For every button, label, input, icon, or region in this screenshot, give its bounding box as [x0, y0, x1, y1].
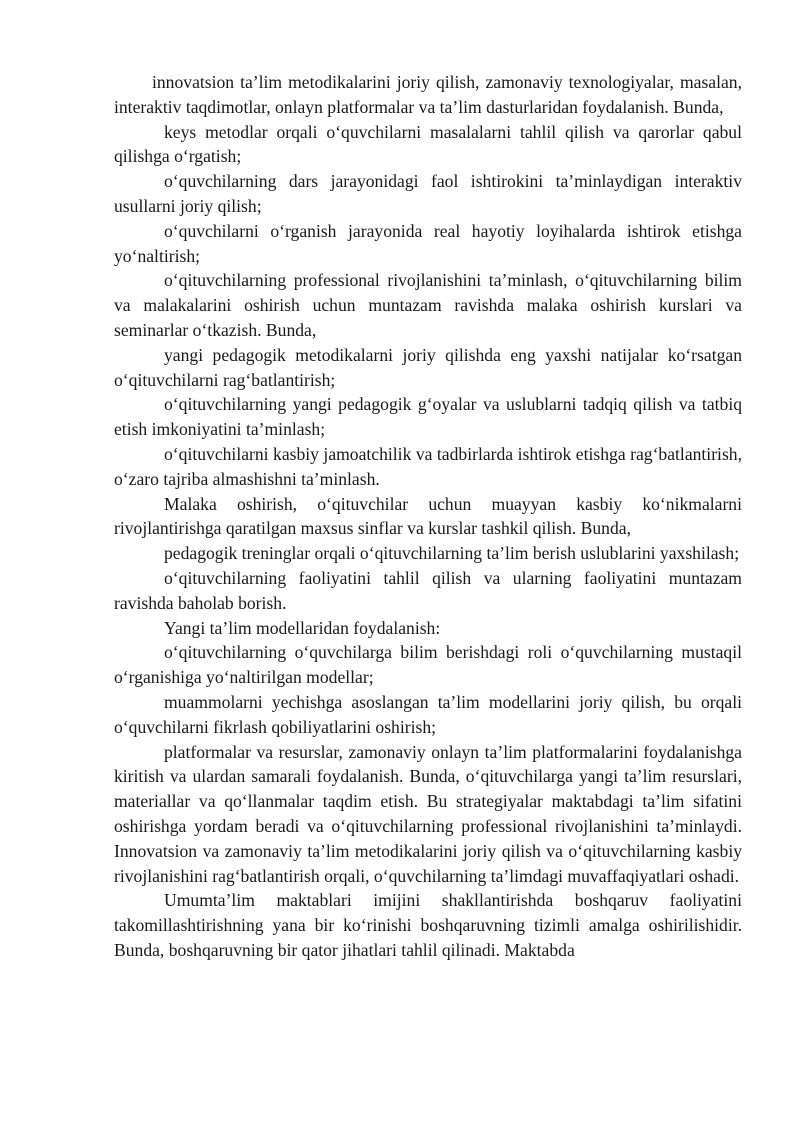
paragraph-platforms-resources: platformalar va resurslar, zamonaviy onlayn ta’lim platformalarini foydalanishga kiritish va ulardan samarali foydalanish. Bunda, o‘qituvchilarga yangi ta’lim resurslari, materiallar va qo‘llanmalar taqdim etish. Bu strategiyalar maktabdagi ta’lim sifatini oshirishga yordam beradi va o‘qituvchilarning professional rivojlanishini ta’minlaydi. Innovatsion va zamonaviy ta’lim metodikalarini joriy qilish va o‘qituvchilarning kasbiy rivojlanishini rag‘batlantirish orqali, o‘quvchilarning ta’limdagi muvaffaqiyatlari oshadi.: [114, 741, 742, 886]
paragraph-problem-based-learning: muammolarni yechishga asoslangan ta’lim modellarini joriy qilish, bu orqali o‘quvchilarni fikrlash qobiliyatlarini oshirish;: [114, 691, 742, 737]
paragraph-teacher-incentives: yangi pedagogik metodikalarni joriy qilishda eng yaxshi natijalar ko‘rsatgan o‘qituvchilarni rag‘batlantirish;: [114, 344, 742, 390]
paragraph-qualification-courses: Malaka oshirish, o‘qituvchilar uchun muayyan kasbiy ko‘nikmalarni rivojlantirishga qaratilgan maxsus sinflar va kurslar tashkil qilish. Bunda,: [114, 493, 742, 539]
paragraph-activity-assessment: o‘qituvchilarning faoliyatini tahlil qilish va ularning faoliyatini muntazam ravishda baholab borish.: [114, 567, 742, 613]
paragraph-real-projects: o‘quvchilarni o‘rganish jarayonida real hayotiy loyihalarda ishtirok etishga yo‘naltirish;: [114, 220, 742, 266]
paragraph-school-image: Umumta’lim maktablari imijini shakllantirishda boshqaruv faoliyatini takomillashtirishning yana bir ko‘rinishi boshqaruvning tizimli amalga oshirilishidir. Bunda, boshqaruvning bir qator jihatlari tahlil qilinadi. Maktabda: [114, 890, 742, 960]
paragraph-professional-development: o‘qituvchilarning professional rivojlanishini ta’minlash, o‘qituvchilarning bilim va malakalarini oshirish uchun muntazam ravishda malaka oshirish kurslari va seminarlar o‘tkazish. Bunda,: [114, 270, 742, 340]
paragraph-professional-community: o‘qituvchilarni kasbiy jamoatchilik va tadbirlarda ishtirok etishga rag‘batlantirish, o‘zaro tajriba almashishni ta’minlash.: [114, 443, 742, 489]
paragraph-case-methods: keys metodlar orqali o‘quvchilarni masalalarni tahlil qilish va qarorlar qabul qilishga o‘rgatish;: [114, 121, 742, 167]
paragraph-new-models-heading: Yangi ta’lim modellaridan foydalanish:: [164, 617, 441, 638]
paragraph-pedagogical-trainings: pedagogik treninglar orqali o‘qituvchilarning ta’lim berish uslublarini yaxshilash;: [164, 543, 740, 564]
document-page: [114, 70, 742, 963]
paragraph-interactive-methods: o‘quvchilarning dars jarayonidagi faol ishtirokini ta’minlaydigan interaktiv usullarni joriy qilish;: [114, 171, 742, 216]
paragraph-independent-learning: o‘qituvchilarning o‘quvchilarga bilim berishdagi roli o‘quvchilarning mustaqil o‘rganishiga yo‘naltirilgan modellar;: [114, 642, 742, 688]
paragraph-research-opportunity: o‘qituvchilarning yangi pedagogik g‘oyalar va uslublarni tadqiq qilish va tatbiq etish imkoniyatini ta’minlash;: [114, 394, 742, 440]
paragraph-innovative-methods: innovatsion ta’lim metodikalarini joriy qilish, zamonaviy texnologiyalar, masalan, interaktiv taqdimotlar, onlayn platformalar va ta’lim dasturlaridan foydalanish. Bunda,: [114, 72, 742, 117]
